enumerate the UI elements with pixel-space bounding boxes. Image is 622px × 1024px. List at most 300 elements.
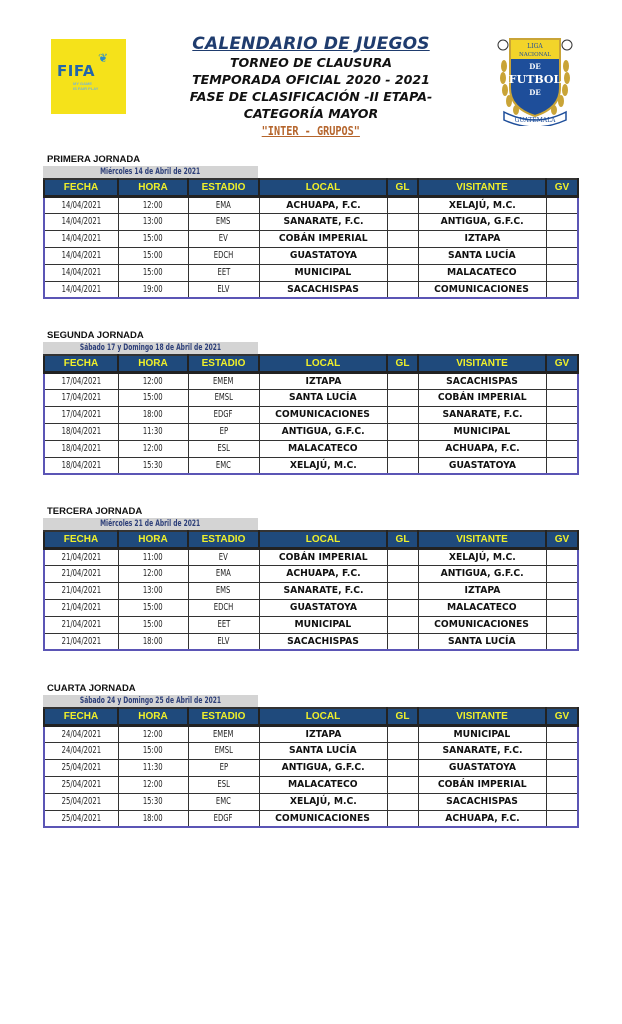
cell-local — [259, 810, 387, 827]
cell-hora — [118, 264, 188, 281]
cell-hora — [118, 230, 188, 247]
cell-hora — [118, 759, 188, 776]
cell-gl — [387, 281, 418, 298]
visitante-value: SACACHISPAS — [446, 796, 518, 807]
cell-local — [259, 389, 387, 406]
column-header-fecha: FECHA — [44, 355, 118, 372]
page-title: CALENDARIO DE JUEGOS — [192, 34, 430, 54]
fecha-value: 21/04/2021 — [61, 635, 101, 647]
cell-local — [259, 213, 387, 230]
estadio-value: EP — [219, 762, 228, 773]
hora-value: 15:00 — [143, 250, 163, 261]
visitante-value: ACHUAPA, F.C. — [444, 812, 520, 824]
column-header-fecha: FECHA — [44, 708, 118, 725]
estadio-value: EDCH — [213, 250, 234, 261]
cell-visitante — [418, 793, 546, 810]
cell-gv — [546, 389, 578, 406]
fecha-value: 14/04/2021 — [61, 199, 101, 211]
hora-value: 15:00 — [143, 619, 163, 630]
column-header-gl: GL — [387, 355, 418, 372]
column-header-visitante: VISITANTE — [418, 708, 546, 725]
cell-visitante — [418, 247, 546, 264]
match-row — [44, 633, 578, 650]
cell-gl — [387, 633, 418, 650]
cell-visitante — [418, 582, 546, 599]
hora-value: 12:00 — [143, 375, 163, 387]
soccer-ball-icon — [562, 40, 572, 50]
cell-hora — [118, 810, 188, 827]
cell-gv — [546, 759, 578, 776]
cell-fecha — [44, 599, 118, 616]
cell-visitante — [418, 389, 546, 406]
cell-local — [259, 196, 387, 213]
estadio-value: ELV — [217, 635, 230, 647]
fecha-value: 21/04/2021 — [61, 602, 101, 613]
estadio-value: EP — [219, 426, 228, 437]
cell-estadio — [188, 565, 259, 582]
cell-local — [259, 264, 387, 281]
match-row — [44, 616, 578, 633]
cell-visitante — [418, 372, 546, 389]
table-header-row — [44, 355, 578, 372]
estadio-value: EET — [217, 619, 230, 630]
visitante-value: SANARATE, F.C. — [441, 745, 522, 756]
cell-hora — [118, 457, 188, 474]
cell-gv — [546, 599, 578, 616]
cell-gv — [546, 810, 578, 827]
cell-visitante — [418, 264, 546, 281]
cell-fecha — [44, 565, 118, 582]
match-row — [44, 389, 578, 406]
jornada-date-band — [43, 518, 258, 530]
cell-estadio — [188, 616, 259, 633]
local-value: COBÁN IMPERIAL — [278, 233, 368, 244]
estadio-value: EMC — [215, 459, 232, 471]
jornada-title: TERCERA JORNADA — [47, 506, 143, 517]
cell-estadio — [188, 423, 259, 440]
visitante-value: SACACHISPAS — [446, 375, 518, 387]
cell-gv — [546, 230, 578, 247]
cell-gv — [546, 742, 578, 759]
local-value: MUNICIPAL — [294, 267, 352, 278]
local-value: ANTIGUA, G.F.C. — [281, 426, 365, 437]
cell-visitante — [418, 457, 546, 474]
hora-value: 15:30 — [143, 459, 163, 471]
cell-hora — [118, 440, 188, 457]
cell-fecha — [44, 725, 118, 742]
cell-gl — [387, 247, 418, 264]
jornada-date: Miércoles 14 de Abril de 2021 — [100, 167, 201, 177]
visitante-value: XELAJÚ, M.C. — [448, 551, 516, 563]
cell-visitante — [418, 230, 546, 247]
cell-estadio — [188, 599, 259, 616]
cell-local — [259, 742, 387, 759]
dove-icon: ❦ — [98, 51, 109, 65]
cell-gl — [387, 582, 418, 599]
cell-gl — [387, 389, 418, 406]
visitante-value: SANTA LUCÍA — [448, 635, 516, 647]
cell-fecha — [44, 213, 118, 230]
hora-value: 18:00 — [143, 635, 163, 647]
document-header — [0, 30, 622, 150]
cell-gl — [387, 440, 418, 457]
visitante-value: ANTIGUA, G.F.C. — [440, 568, 524, 579]
match-row — [44, 247, 578, 264]
fecha-value: 25/04/2021 — [61, 762, 101, 773]
cell-hora — [118, 582, 188, 599]
cell-estadio — [188, 196, 259, 213]
column-header-visitante: VISITANTE — [418, 179, 546, 196]
cell-hora — [118, 793, 188, 810]
cell-estadio — [188, 793, 259, 810]
estadio-value: EMS — [216, 216, 231, 227]
fecha-value: 25/04/2021 — [61, 796, 101, 807]
fifa-tagline-2: IS FAIR PLAY — [73, 86, 99, 91]
match-row — [44, 406, 578, 423]
table-header-row — [44, 531, 578, 548]
cell-gl — [387, 196, 418, 213]
cell-local — [259, 582, 387, 599]
cell-fecha — [44, 759, 118, 776]
fecha-value: 18/04/2021 — [61, 443, 101, 454]
cell-gl — [387, 742, 418, 759]
cell-hora — [118, 423, 188, 440]
schedule-table — [43, 178, 579, 299]
column-header-hora: HORA — [118, 179, 188, 196]
cell-local — [259, 793, 387, 810]
logo-ribbon-text: GUATEMALA — [514, 117, 556, 124]
match-row — [44, 423, 578, 440]
cell-visitante — [418, 281, 546, 298]
cell-estadio — [188, 633, 259, 650]
column-header-gv: GV — [546, 179, 578, 196]
hora-value: 11:30 — [143, 762, 163, 773]
schedule-table — [43, 354, 579, 475]
cell-estadio — [188, 247, 259, 264]
fecha-value: 25/04/2021 — [61, 812, 101, 824]
cell-gl — [387, 213, 418, 230]
table-header-row — [44, 179, 578, 196]
local-value: IZTAPA — [305, 728, 341, 740]
cell-gv — [546, 440, 578, 457]
match-row — [44, 582, 578, 599]
schedule-table — [43, 530, 579, 651]
fifa-logo-text: FIFA — [57, 62, 95, 80]
fecha-value: 14/04/2021 — [61, 233, 101, 244]
cell-local — [259, 565, 387, 582]
cell-local — [259, 725, 387, 742]
visitante-value: ACHUAPA, F.C. — [444, 443, 520, 454]
cell-gl — [387, 725, 418, 742]
local-value: SACACHISPAS — [287, 283, 359, 295]
fifa-fair-play-logo — [51, 39, 126, 114]
hora-value: 12:00 — [143, 199, 163, 211]
local-value: SANARATE, F.C. — [282, 585, 363, 596]
local-value: XELAJÚ, M.C. — [289, 459, 357, 471]
cell-estadio — [188, 582, 259, 599]
cell-fecha — [44, 372, 118, 389]
cell-local — [259, 548, 387, 565]
cell-hora — [118, 633, 188, 650]
cell-gl — [387, 548, 418, 565]
cell-estadio — [188, 776, 259, 793]
local-value: SACACHISPAS — [287, 635, 359, 647]
local-value: SANTA LUCÍA — [289, 745, 357, 756]
cell-gl — [387, 810, 418, 827]
hora-value: 12:00 — [143, 779, 163, 790]
fecha-value: 17/04/2021 — [61, 392, 101, 403]
cell-gl — [387, 599, 418, 616]
fecha-value: 14/04/2021 — [61, 250, 101, 261]
cell-estadio — [188, 742, 259, 759]
cell-gl — [387, 264, 418, 281]
hora-value: 11:30 — [143, 426, 163, 437]
hora-value: 19:00 — [143, 283, 163, 295]
cell-fecha — [44, 457, 118, 474]
cell-fecha — [44, 582, 118, 599]
cell-gv — [546, 793, 578, 810]
column-header-gv: GV — [546, 531, 578, 548]
fecha-value: 14/04/2021 — [61, 283, 101, 295]
fecha-value: 25/04/2021 — [61, 779, 101, 790]
match-row — [44, 725, 578, 742]
cell-visitante — [418, 548, 546, 565]
fecha-value: 21/04/2021 — [61, 551, 101, 563]
cell-visitante — [418, 810, 546, 827]
column-header-local: LOCAL — [259, 708, 387, 725]
estadio-value: ESL — [217, 779, 230, 790]
cell-hora — [118, 247, 188, 264]
cell-hora — [118, 725, 188, 742]
logo-top-text-2: NACIONAL — [518, 52, 552, 58]
cell-estadio — [188, 281, 259, 298]
cell-gv — [546, 582, 578, 599]
cell-gv — [546, 213, 578, 230]
hora-value: 13:00 — [143, 216, 163, 227]
estadio-value: EMC — [215, 796, 232, 807]
cell-visitante — [418, 406, 546, 423]
cell-hora — [118, 742, 188, 759]
cell-fecha — [44, 776, 118, 793]
hora-value: 13:00 — [143, 585, 163, 596]
cell-fecha — [44, 247, 118, 264]
cell-fecha — [44, 742, 118, 759]
estadio-value: ELV — [217, 283, 230, 295]
local-value: ACHUAPA, F.C. — [285, 568, 361, 579]
cell-gv — [546, 633, 578, 650]
cell-gv — [546, 616, 578, 633]
match-row — [44, 230, 578, 247]
cell-estadio — [188, 759, 259, 776]
cell-local — [259, 423, 387, 440]
column-header-hora: HORA — [118, 708, 188, 725]
estadio-value: EMSL — [214, 745, 233, 756]
visitante-value: IZTAPA — [464, 233, 500, 244]
visitante-value: MUNICIPAL — [453, 426, 511, 437]
cell-fecha — [44, 406, 118, 423]
visitante-value: COBÁN IMPERIAL — [437, 779, 527, 790]
visitante-value: MALACATECO — [447, 267, 517, 278]
match-row — [44, 264, 578, 281]
match-row — [44, 793, 578, 810]
match-row — [44, 776, 578, 793]
hora-value: 15:00 — [143, 233, 163, 244]
cell-fecha — [44, 389, 118, 406]
cell-hora — [118, 616, 188, 633]
cell-visitante — [418, 759, 546, 776]
cell-gl — [387, 457, 418, 474]
cell-visitante — [418, 440, 546, 457]
cell-estadio — [188, 440, 259, 457]
visitante-value: SANTA LUCÍA — [448, 250, 516, 261]
fecha-value: 18/04/2021 — [61, 459, 101, 471]
match-row — [44, 372, 578, 389]
cell-gl — [387, 565, 418, 582]
local-value: MALACATECO — [288, 779, 358, 790]
column-header-visitante: VISITANTE — [418, 355, 546, 372]
column-header-estadio: ESTADIO — [188, 179, 259, 196]
match-row — [44, 565, 578, 582]
group-subtitle: "INTER - GRUPOS" — [261, 124, 361, 138]
cell-visitante — [418, 633, 546, 650]
hora-value: 15:00 — [143, 745, 163, 756]
column-header-estadio: ESTADIO — [188, 355, 259, 372]
cell-gl — [387, 759, 418, 776]
visitante-value: COMUNICACIONES — [434, 619, 530, 630]
fifa-tagline — [73, 81, 98, 91]
cell-visitante — [418, 565, 546, 582]
estadio-value: EMA — [216, 568, 231, 579]
cell-estadio — [188, 406, 259, 423]
column-header-gv: GV — [546, 708, 578, 725]
cell-local — [259, 406, 387, 423]
cell-local — [259, 372, 387, 389]
fecha-value: 21/04/2021 — [61, 568, 101, 579]
cell-hora — [118, 213, 188, 230]
logo-top-text-1: LIGA — [527, 43, 543, 50]
cell-estadio — [188, 372, 259, 389]
hora-value: 12:00 — [143, 568, 163, 579]
cell-gv — [546, 247, 578, 264]
fecha-value: 21/04/2021 — [61, 619, 101, 630]
hora-value: 15:00 — [143, 392, 163, 403]
cell-hora — [118, 389, 188, 406]
cell-estadio — [188, 389, 259, 406]
hora-value: 12:00 — [143, 443, 163, 454]
estadio-value: EMEM — [213, 728, 234, 740]
local-value: XELAJÚ, M.C. — [289, 796, 357, 807]
cell-gl — [387, 423, 418, 440]
cell-gl — [387, 230, 418, 247]
cell-hora — [118, 565, 188, 582]
cell-local — [259, 599, 387, 616]
cell-hora — [118, 406, 188, 423]
match-row — [44, 810, 578, 827]
cell-visitante — [418, 742, 546, 759]
cell-fecha — [44, 810, 118, 827]
visitante-value: IZTAPA — [464, 585, 500, 596]
visitante-value: GUASTATOYA — [448, 459, 516, 471]
estadio-value: EMS — [216, 585, 231, 596]
fecha-value: 21/04/2021 — [61, 585, 101, 596]
cell-fecha — [44, 548, 118, 565]
cell-hora — [118, 196, 188, 213]
column-header-local: LOCAL — [259, 531, 387, 548]
estadio-value: EMSL — [214, 392, 233, 403]
cell-visitante — [418, 213, 546, 230]
local-value: SANTA LUCÍA — [289, 392, 357, 403]
column-header-local: LOCAL — [259, 355, 387, 372]
cell-visitante — [418, 776, 546, 793]
cell-gv — [546, 406, 578, 423]
visitante-value: XELAJÚ, M.C. — [448, 199, 516, 211]
visitante-value: SANARATE, F.C. — [441, 409, 522, 420]
local-value: MUNICIPAL — [294, 619, 352, 630]
jornada-date-band — [43, 695, 258, 707]
hora-value: 15:30 — [143, 796, 163, 807]
column-header-visitante: VISITANTE — [418, 531, 546, 548]
hora-value: 18:00 — [143, 812, 163, 824]
column-header-estadio: ESTADIO — [188, 531, 259, 548]
cell-hora — [118, 776, 188, 793]
cell-local — [259, 247, 387, 264]
category-name: CATEGORÍA MAYOR — [243, 106, 379, 121]
cell-local — [259, 616, 387, 633]
local-value: COBÁN IMPERIAL — [278, 551, 368, 563]
cell-estadio — [188, 548, 259, 565]
match-row — [44, 742, 578, 759]
estadio-value: EMA — [216, 199, 231, 211]
cell-gl — [387, 776, 418, 793]
estadio-value: EV — [218, 551, 228, 563]
column-header-hora: HORA — [118, 355, 188, 372]
logo-futbol: FUTBOL — [508, 73, 562, 86]
visitante-value: GUASTATOYA — [448, 762, 516, 773]
local-value: ACHUAPA, F.C. — [285, 199, 361, 211]
local-value: SANARATE, F.C. — [282, 216, 363, 227]
jornada-date-band — [43, 342, 258, 354]
cell-local — [259, 230, 387, 247]
fifa-tagline-1: MY GAME — [73, 81, 93, 86]
column-header-estadio: ESTADIO — [188, 708, 259, 725]
visitante-value: COBÁN IMPERIAL — [437, 392, 527, 403]
title-block — [150, 34, 472, 140]
hora-value: 15:00 — [143, 267, 163, 278]
cell-estadio — [188, 457, 259, 474]
visitante-value: MUNICIPAL — [453, 728, 511, 740]
fecha-value: 14/04/2021 — [61, 216, 101, 227]
cell-local — [259, 776, 387, 793]
local-value: MALACATECO — [288, 443, 358, 454]
jornada-title: PRIMERA JORNADA — [47, 154, 141, 165]
column-header-local: LOCAL — [259, 179, 387, 196]
cell-gv — [546, 196, 578, 213]
cell-hora — [118, 281, 188, 298]
cell-local — [259, 440, 387, 457]
cell-estadio — [188, 230, 259, 247]
cell-gl — [387, 406, 418, 423]
cell-gv — [546, 372, 578, 389]
local-value: COMUNICACIONES — [275, 812, 371, 824]
local-value: IZTAPA — [305, 375, 341, 387]
local-value: COMUNICACIONES — [275, 409, 371, 420]
cell-gv — [546, 423, 578, 440]
column-header-gl: GL — [387, 531, 418, 548]
hora-value: 12:00 — [143, 728, 163, 740]
jornada-title: CUARTA JORNADA — [47, 683, 136, 694]
cell-fecha — [44, 281, 118, 298]
column-header-gl: GL — [387, 708, 418, 725]
